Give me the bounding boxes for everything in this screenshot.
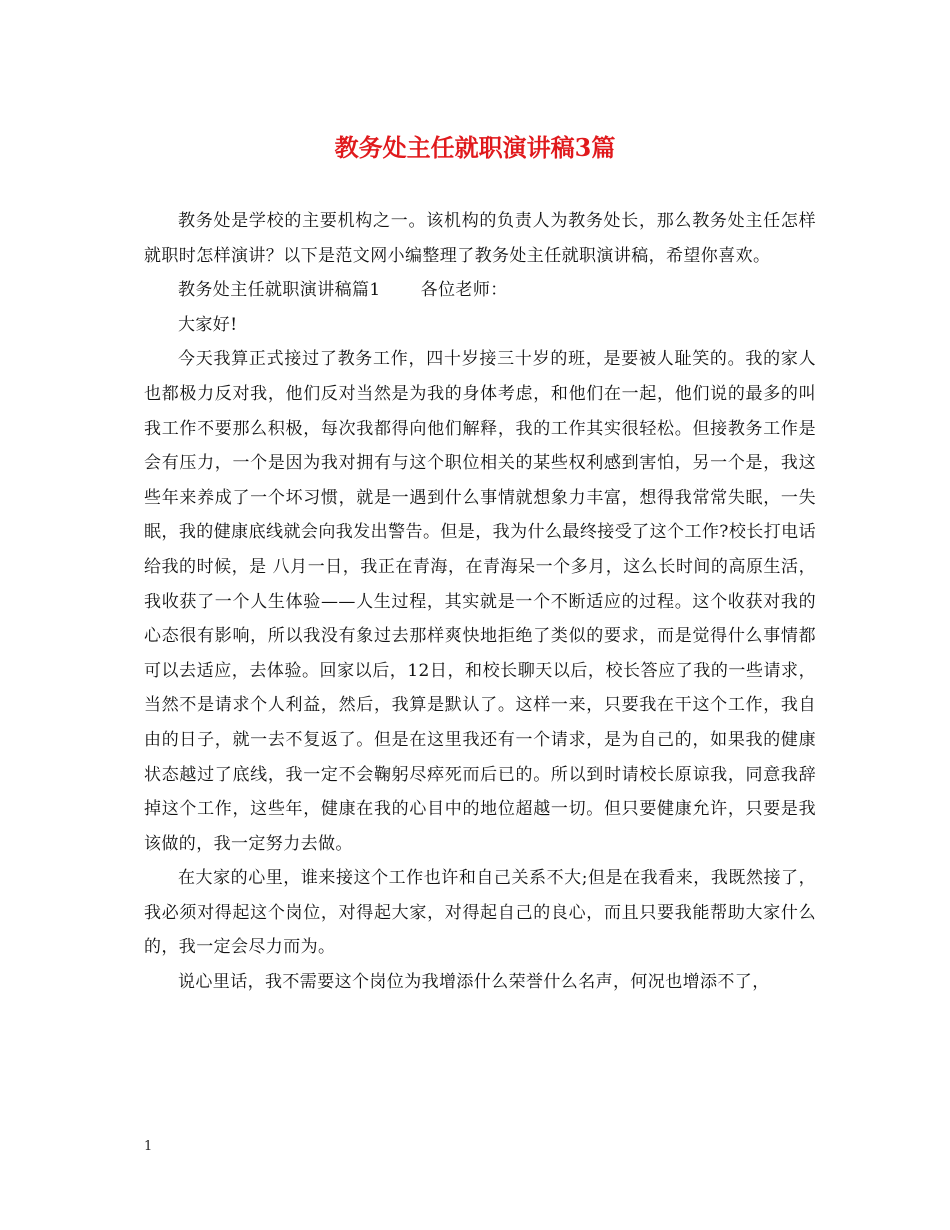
section-heading: 教务处主任就职演讲稿篇1: [178, 280, 381, 301]
body-paragraph: 在大家的心里，谁来接这个工作也许和自己关系不大;但是在我看来，我既然接了，我必须对得起这个岗位，对得起大家，对得起自己的良心，而且只要我能帮助大家什么的，我一定会尽力而为。: [144, 868, 816, 958]
body-paragraph: 今天我算正式接过了教务工作，四十岁接三十岁的班，是要被人耻笑的。我的家人也都极力反对我，他们反对当然是为我的身体考虑，和他们在一起，他们说的最多的叫我工作不要那么积极，每次我都得向他们解释，我的工作其实很轻松。但接教务工作是会有压力，一个是因为我对拥有与这个职位相关的某些权利感到害怕，另一个是，我这些年来养成了一个坏习惯，就是一遇到什么事情就想象力丰富，想得我常常失眠，一失眠，我的健康底线就会向我发出警告。但是，我为什么最终接受了这个工作?校长打电话给我的时候，是 八月一日，我正在青海，在青海呆一个多月，这么长时间的高原生活，我收获了一个人生体验——人生过程，其实就是一个不断适应的过程。这个收获对我的心态很有影响，所以我没有象过去那样爽快地拒绝了类似的要求，而是觉得什么事情都可以去适应，去体验。回家以后，12日，和校长聊天以后，校长答应了我的一些请求，当然不是请求个人利益，然后，我算是默认了。这样一来，只要我在干这个工作，我自由的日子，就一去不复返了。但是在这里我还有一个请求，是为自己的，如果我的健康状态越过了底线，我一定不会鞠躬尽瘁死而后已的。所以到时请校长原谅我，同意我辞掉这个工作，这些年，健康在我的心目中的地位超越一切。但只要健康允许，只要是我该做的，我一定努力去做。: [144, 349, 816, 854]
section-heading-line: [144, 273, 816, 308]
intro-paragraph: 教务处是学校的主要机构之一。该机构的负责人为教务处长，那么教务处主任怎样就职时怎样演讲？以下是范文网小编整理了教务处主任就职演讲稿，希望你喜欢。: [144, 211, 816, 266]
greeting-paragraph: 大家好!: [178, 314, 238, 335]
salutation: 各位老师：: [420, 280, 508, 301]
document-body: [144, 204, 816, 1000]
body-paragraph: 说心里话，我不需要这个岗位为我增添什么荣誉什么名声，何况也增添不了，: [178, 972, 770, 993]
document-title: 教务处主任就职演讲稿3篇: [334, 133, 616, 162]
page-number: 1: [144, 1139, 153, 1154]
